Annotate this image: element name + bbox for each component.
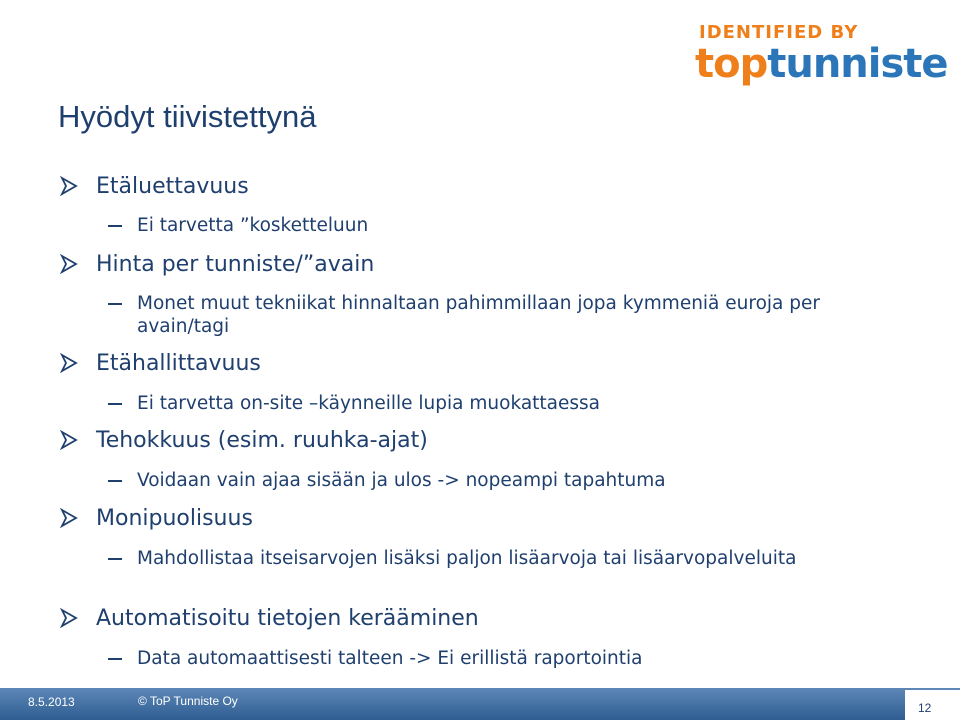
logo-wordmark (695, 40, 948, 88)
bullet-text: Etähallittavuus (96, 351, 261, 376)
bullet-text: Monipuolisuus (96, 506, 253, 531)
footer-date: 8.5.2013 (28, 695, 75, 709)
arrow-bullet-icon (60, 430, 78, 450)
sub-bullet-text: Data automaattisesti talteen -> Ei erillistä raportointia (137, 648, 643, 669)
arrow-bullet-icon (60, 254, 78, 274)
bullet-text: Tehokkuus (esim. ruuhka-ajat) (96, 428, 428, 453)
page-number-box (905, 690, 960, 720)
page-number: 12 (918, 701, 932, 715)
sub-bullet-text: Ei tarvetta ”kosketteluun (137, 215, 369, 236)
arrow-bullet-icon (60, 608, 78, 628)
dash-bullet-icon (108, 303, 122, 305)
bullet-text: Hinta per tunniste/”avain (96, 252, 375, 277)
dash-bullet-icon (108, 558, 122, 560)
arrow-bullet-icon (60, 176, 78, 196)
copyright-text: ToP Tunniste Oy (149, 694, 238, 708)
sub-bullet-text: Monet muut tekniikat hinnaltaan pahimmillaan jopa kymmeniä euroja per avain/tagi (137, 293, 820, 337)
bullet-text: Etäluettavuus (96, 174, 249, 199)
toptunniste-logo (695, 22, 948, 92)
footer-copyright (138, 694, 238, 708)
sub-bullet-text: Voidaan vain ajaa sisään ja ulos -> nopeampi tapahtuma (137, 470, 666, 491)
copyright-icon: © (138, 694, 147, 708)
logo-tagline: IDENTIFIED BY (699, 22, 859, 43)
logo-word-tunniste: tunniste (767, 41, 948, 87)
sub-bullet-text: Ei tarvetta on-site –käynneille lupia muokattaessa (137, 393, 601, 414)
bullet-text: Automatisoitu tietojen kerääminen (96, 606, 479, 631)
logo-word-top: top (695, 41, 768, 87)
dash-bullet-icon (108, 480, 122, 482)
dash-bullet-icon (108, 403, 122, 405)
dash-bullet-icon (108, 658, 122, 660)
dash-bullet-icon (108, 225, 122, 227)
sub-bullet-text: Mahdollistaa itseisarvojen lisäksi paljon lisäarvoja tai lisäarvopalveluita (137, 548, 797, 569)
arrow-bullet-icon (60, 353, 78, 373)
arrow-bullet-icon (60, 508, 78, 528)
slide-title: Hyödyt tiivistettynä (58, 99, 317, 134)
